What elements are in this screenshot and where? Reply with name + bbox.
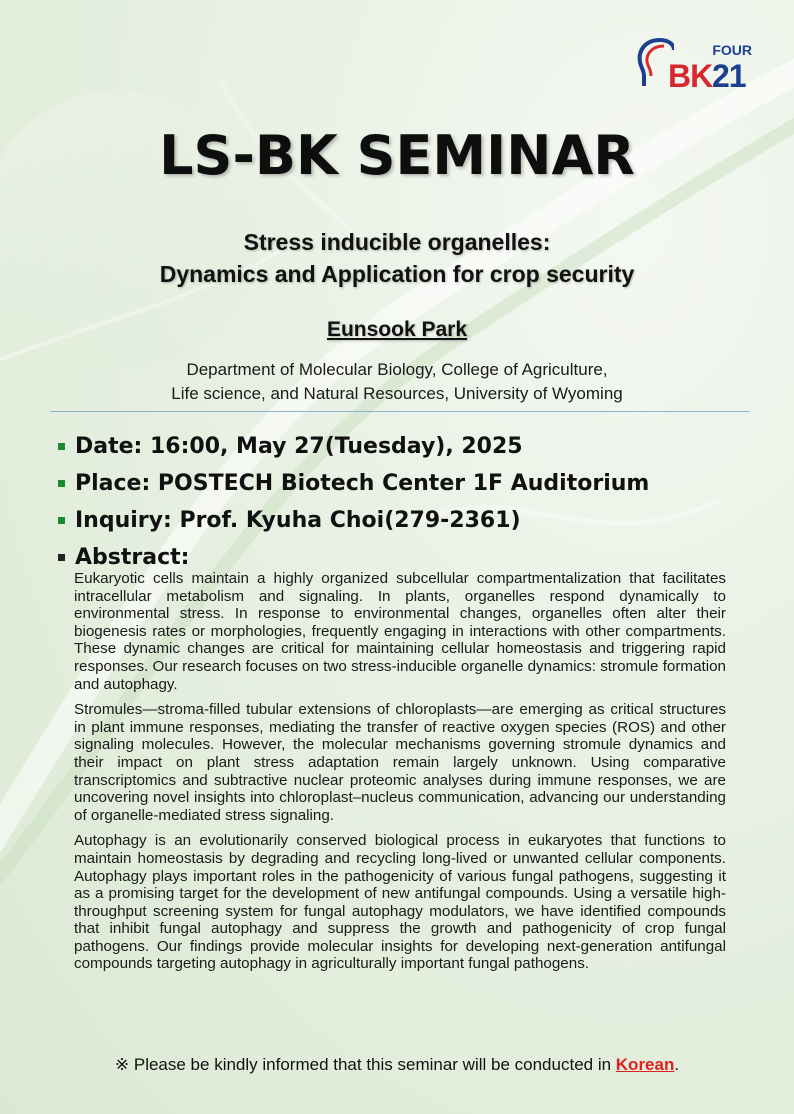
abstract-paragraph-2: Stromules—stroma-filled tubular extensions of chloroplasts—are emerging as critical structures in plant immune responses, mediating the transfer of reactive oxygen species (ROS) and other signaling molecules. However, the molecular mechanisms governing stromule dynamics and their impact on plant stress adaptation remain largely unknown. Using comparative transcriptomics and subtractive nuclear proteomic analyses during immune responses, we are uncovering novel insights into chloroplast–nucleus communication, advancing our understanding of organelle-mediated stress signaling. — [74, 701, 726, 824]
place-item — [58, 465, 758, 502]
bullet-icon — [58, 554, 65, 561]
affiliation-line-2: Life science, and Natural Resources, University of Wyoming — [171, 384, 623, 403]
bullet-icon — [58, 443, 65, 450]
place-text: Place: POSTECH Biotech Center 1F Auditorium — [75, 471, 650, 496]
note-language: Korean — [615, 1055, 675, 1074]
abstract-label: Abstract: — [75, 545, 190, 570]
bk21-four-logo — [634, 30, 754, 96]
talk-title-line-1: Stress inducible organelles: — [243, 229, 551, 255]
date-text: Date: 16:00, May 27(Tuesday), 2025 — [75, 434, 523, 459]
logo-bk-text: BK — [668, 58, 713, 94]
inquiry-item — [58, 502, 758, 539]
speaker-affiliation — [0, 358, 794, 406]
note-prefix: ※ Please be kindly informed that this seminar will be conducted in — [114, 1055, 616, 1074]
seminar-info-list — [58, 428, 758, 576]
note-suffix: . — [674, 1055, 680, 1074]
logo-four-text: FOUR — [712, 42, 752, 58]
abstract-paragraph-3: Autophagy is an evolutionarily conserved biological process in eukaryotes that functions to maintain homeostasis by degrading and recycling long-lived or unwanted cellular components. Autophagy plays important roles in the pathogenicity of various fungal pathogens, suggesting it as a promising target for the development of new antifungal compounds. Using a versatile high-throughput screening system for fungal autophagy modulators, we have identified compounds that inhibit fungal autophagy and suppress the growth and pathogenicity of crop fungal pathogens. Our findings provide molecular insights for developing next-generation antifungal compounds targeting autophagy in agriculturally important fungal pathogens. — [74, 832, 726, 973]
bullet-icon — [58, 480, 65, 487]
language-note — [0, 1055, 794, 1075]
speaker-name: Eunsook Park — [326, 318, 468, 341]
inquiry-text: Inquiry: Prof. Kyuha Choi(279-2361) — [75, 508, 521, 533]
bullet-icon — [58, 517, 65, 524]
seminar-title: LS-BK SEMINAR — [159, 124, 635, 187]
talk-title — [0, 226, 794, 290]
logo-number-text: 21 — [712, 58, 746, 94]
abstract-paragraph-1: Eukaryotic cells maintain a highly organized subcellular compartmentalization that facilitates intracellular metabolism and signaling. In plants, organelles respond dynamically to environmental stress. In response to environmental changes, organelles often alter their biogenesis rates or morphologies, frequently engaging in interactions with other compartments. These dynamic changes are critical for maintaining cellular homeostasis and triggering rapid responses. Our research focuses on two stress-inducible organelle dynamics: stromule formation and autophagy. — [74, 570, 726, 693]
date-item — [58, 428, 758, 465]
affiliation-line-1: Department of Molecular Biology, College of Agriculture, — [186, 360, 608, 379]
divider — [50, 411, 750, 412]
talk-title-line-2: Dynamics and Application for crop security — [159, 261, 635, 287]
abstract-body — [74, 570, 726, 981]
